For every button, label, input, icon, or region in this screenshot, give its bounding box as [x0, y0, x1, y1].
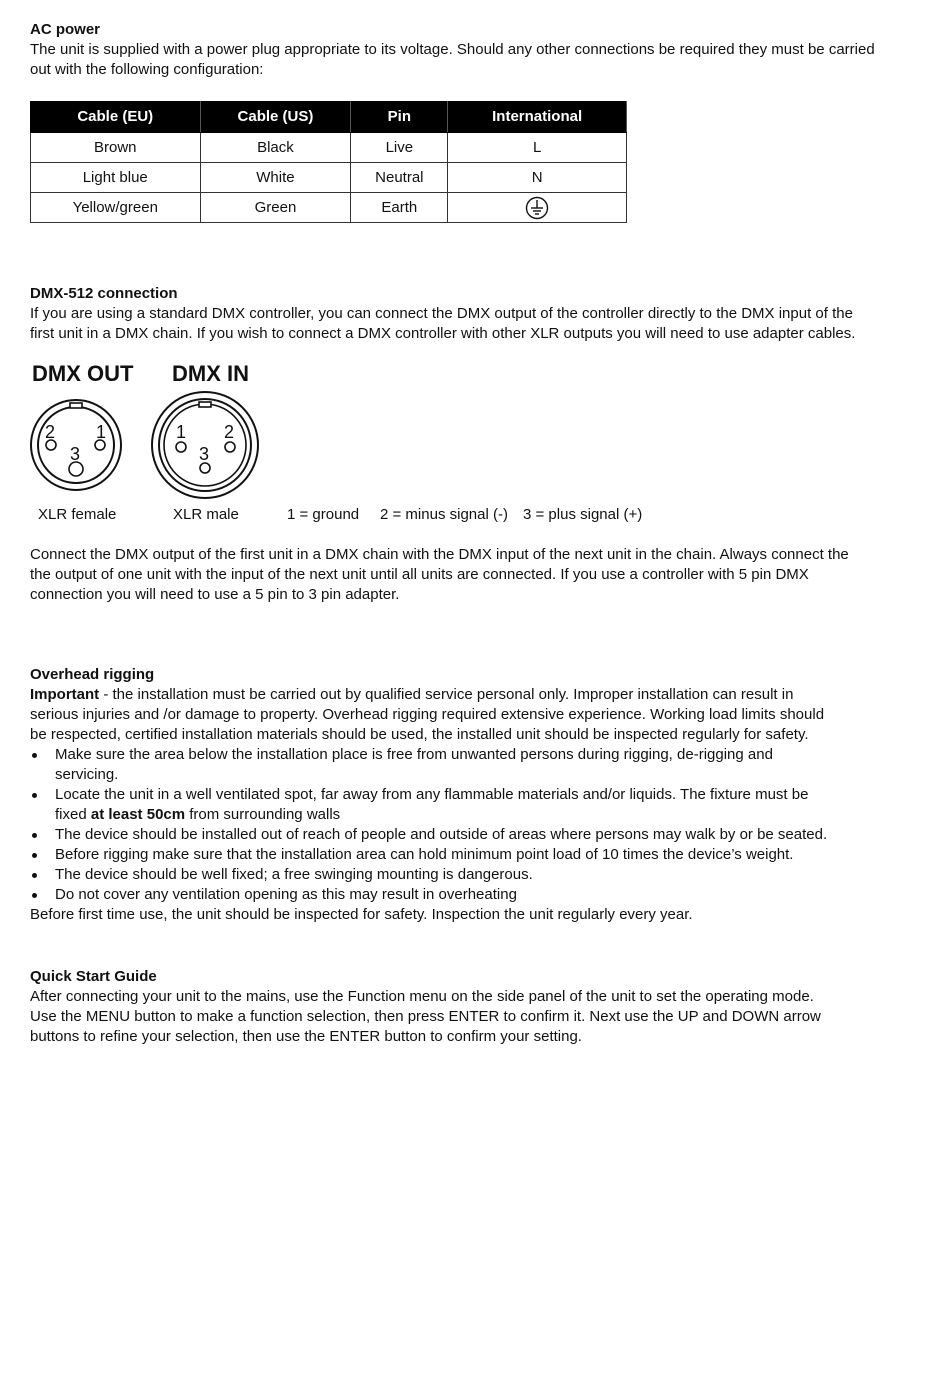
header-international: International: [448, 102, 627, 133]
bullet2-post: from surrounding walls: [185, 806, 341, 823]
male-pin-2-label: 2: [224, 422, 235, 442]
cell: Yellow/green: [31, 193, 201, 223]
list-item: Make sure the area below the installation place is free from unwanted persons during rigging, de-rigging and servicing.: [30, 745, 840, 785]
ac-power-intro: The unit is supplied with a power plug appropriate to its voltage. Should any other connections be required they must be carried out with the following configuration:: [30, 41, 875, 78]
list-item: Before rigging make sure that the installation area can hold minimum point load of 10 times the device’s weight.: [30, 845, 840, 865]
xlr-female-caption: XLR female: [38, 506, 117, 523]
header-cable-eu: Cable (EU): [31, 102, 201, 133]
xlr-male-caption: XLR male: [173, 506, 239, 523]
header-cable-us: Cable (US): [200, 102, 351, 133]
cell: Black: [200, 133, 351, 163]
male-pin-1-label: 1: [176, 422, 187, 442]
dmx-in-label: DMX IN: [172, 361, 249, 386]
list-item: The device should be installed out of reach of people and outside of areas where persons may walk by or be seated.: [30, 825, 840, 845]
rigging-important: [30, 685, 840, 745]
rigging-bullet-list: [30, 745, 840, 905]
cell: Earth: [351, 193, 448, 223]
pin-1-legend: 1 = ground: [287, 506, 360, 523]
dmx-heading: DMX-512 connection: [30, 285, 178, 302]
cell: Neutral: [351, 163, 448, 193]
quick-start-line-2: Use the MENU button to make a function selection, then press ENTER to confirm it. Next use the UP and DOWN arrow buttons to refine your selection, then use the ENTER button to confirm your setting.: [30, 1008, 821, 1045]
pin-2-legend: 2 = minus signal (-): [380, 506, 508, 523]
important-label: Important: [30, 686, 100, 703]
dmx-intro: If you are using a standard DMX controller, you can connect the DMX output of the controller directly to the DMX input of the first unit in a DMX chain. If you wish to connect a DMX controller with other XLR outputs you will need to use adapter cables.: [30, 305, 856, 342]
quick-start-section: [30, 967, 850, 1047]
important-text: - the installation must be carried out by qualified service personal only. Improper installation can result in serious injuries and /or damage to property. Overhead rigging required extensive experience. Working load limits should be respected, certified installation materials should be used, the installed unit should be inspected regularly for safety.: [30, 686, 825, 743]
pin-3-legend: 3 = plus signal (+): [523, 506, 643, 523]
cell: L: [448, 133, 627, 163]
cell: N: [448, 163, 627, 193]
male-pin-3-label: 3: [199, 444, 210, 464]
dmx-out-label: DMX OUT: [32, 361, 134, 386]
female-pin-3-label: 3: [70, 444, 81, 464]
rigging-closing: Before first time use, the unit should be inspected for safety. Inspection the unit regularly every year.: [30, 906, 693, 923]
list-item: Do not cover any ventilation opening as this may result in overheating: [30, 885, 840, 905]
cell: White: [200, 163, 351, 193]
rigging-section: [30, 665, 840, 925]
quick-start-heading: Quick Start Guide: [30, 968, 157, 985]
bullet2-pre: Locate the unit in a well ventilated spot, far away from any flammable materials and/or liquids. The fixture must be fixed: [55, 786, 809, 823]
dmx-body: Connect the DMX output of the first unit in a DMX chain with the DMX input of the next unit in the chain. Always connect the the output of one unit with the input of the next unit until all units are connected. If you use a controller with 5 pin DMX connection you will need to use a 5 pin to 3 pin adapter.: [30, 546, 849, 603]
quick-start-line-1: After connecting your unit to the mains, use the Function menu on the side panel of the unit to set the operating mode.: [30, 988, 814, 1005]
female-pin-2-label: 2: [45, 422, 56, 442]
list-item: The device should be well fixed; a free swinging mounting is dangerous.: [30, 865, 840, 885]
ac-power-heading: AC power: [30, 21, 101, 38]
rigging-heading: Overhead rigging: [30, 666, 155, 683]
dmx-body-section: [30, 545, 860, 605]
cell: Green: [200, 193, 351, 223]
cell: Light blue: [31, 163, 201, 193]
female-pin-1-label: 1: [96, 422, 107, 442]
dmx-diagram: [0, 0, 950, 540]
cell: Live: [351, 133, 448, 163]
bullet2-bold: at least 50cm: [90, 806, 186, 823]
header-pin: Pin: [351, 102, 448, 133]
cell: Brown: [31, 133, 201, 163]
list-item: [30, 785, 840, 825]
